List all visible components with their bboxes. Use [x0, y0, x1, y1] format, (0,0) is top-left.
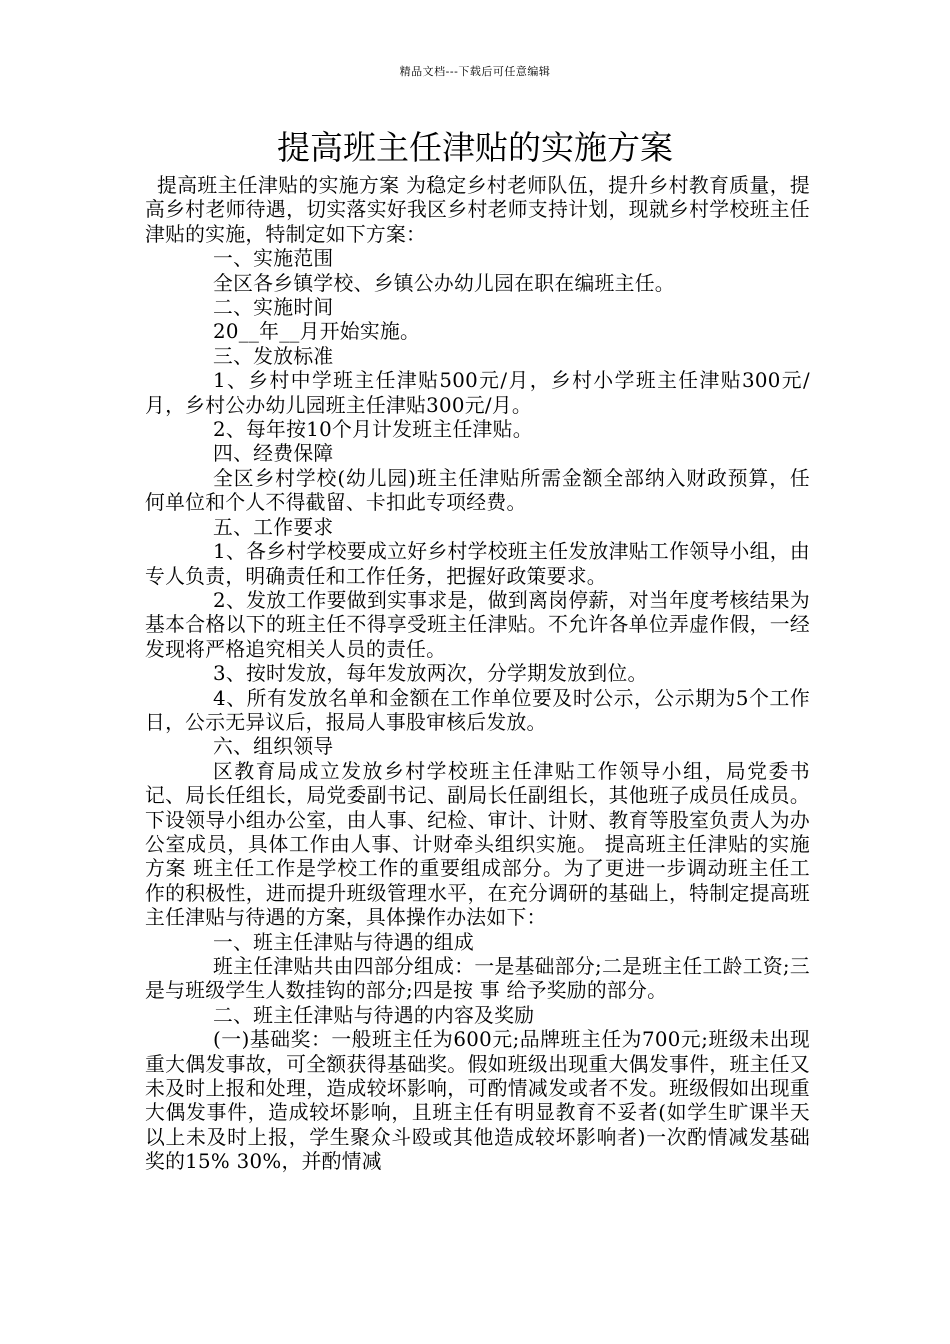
paragraph-time: 20__年__月开始实施。	[213, 320, 421, 344]
paragraph-scope: 全区各乡镇学校、乡镇公办幼儿园在职在编班主任。	[213, 271, 675, 295]
paragraph-requirement-1: 1、各乡村学校要成立好乡村学校班主任发放津贴工作领导小组，由专人负责，明确责任和工作任务，把握好政策要求。	[145, 540, 810, 588]
paragraph-standard-1: 1、乡村中学班主任津贴500元/月，乡村小学班主任津贴300元/月，乡村公办幼儿园班主任津贴300元/月。	[145, 369, 810, 417]
paragraph-basic-award: (一)基础奖：一般班主任为600元;品牌班主任为700元;班级未出现重大偶发事故，可全额获得基础奖。假如班级出现重大偶发事件，班主任又未及时上报和处理，造成较坏影响，可酌情减发或者不发。班级假如出现重大偶发事件，造成较坏影响，且班主任有明显教育不妥者(如学生旷课半天以上未及时上报，学生聚众斗殴或其他造成较坏影响者)一次酌情减发基础奖的15% 30%，并酌情减	[145, 1028, 810, 1174]
paragraph-funding: 全区乡村学校(幼儿园)班主任津贴所需金额全部纳入财政预算，任何单位和个人不得截留、卡扣此专项经费。	[145, 466, 810, 515]
header-note: 精品文档---下载后可任意编辑	[399, 65, 551, 78]
intro-paragraph: 提高班主任津贴的实施方案 为稳定乡村老师队伍，提升乡村教育质量，提高乡村老师待遇，切实落实好我区乡村老师支持计划，现就乡村学校班主任津贴的实施，特制定如下方案：	[145, 174, 810, 246]
document-body	[145, 174, 810, 1175]
paragraph-standard-2: 2、每年按10个月计发班主任津贴。	[213, 418, 533, 442]
paragraph-requirement-3: 3、按时发放，每年发放两次，分学期发放到位。	[213, 662, 648, 686]
section-heading-time: 二、实施时间	[213, 296, 334, 320]
paragraph-composition: 班主任津贴共由四部分组成：一是基础部分;二是班主任工龄工资;三是与班级学生人数挂钩的部分;四是按 事 给予奖励的部分。	[145, 955, 810, 1003]
section-heading-requirements: 五、工作要求	[213, 515, 334, 539]
section-heading-leadership: 六、组织领导	[213, 735, 334, 759]
section-heading-composition: 一、班主任津贴与待遇的组成	[213, 930, 475, 954]
document-title: 提高班主任津贴的实施方案	[277, 128, 673, 167]
section-heading-standard: 三、发放标准	[213, 344, 334, 368]
paragraph-requirement-4: 4、所有发放名单和金额在工作单位要及时公示，公示期为5个工作日，公示无异议后，报局人事股审核后发放。	[145, 686, 810, 734]
section-heading-scope: 一、实施范围	[213, 247, 334, 271]
section-heading-funding: 四、经费保障	[213, 442, 334, 466]
section-heading-content: 二、班主任津贴与待遇的内容及奖励	[213, 1003, 535, 1027]
paragraph-leadership: 区教育局成立发放乡村学校班主任津贴工作领导小组，局党委书记、局长任组长，局党委副书记、副局长任副组长，其他班子成员任成员。下设领导小组办公室，由人事、纪检、审计、计财、教育等股室负责人为办公室成员，具体工作由人事、计财牵头组织实施。 提高班主任津贴的实施方案 班主任工作是学校工作的重要组成部分。为了更进一步调动班主任工作的积极性，进而提升班级管理水平，在充分调研的基础上，特制定提高班主任津贴与待遇的方案，具体操作办法如下：	[145, 759, 810, 930]
paragraph-requirement-2: 2、发放工作要做到实事求是，做到离岗停薪，对当年度考核结果为基本合格以下的班主任不得享受班主任津贴。不允许各单位弄虚作假，一经发现将严格追究相关人员的责任。	[145, 588, 810, 661]
